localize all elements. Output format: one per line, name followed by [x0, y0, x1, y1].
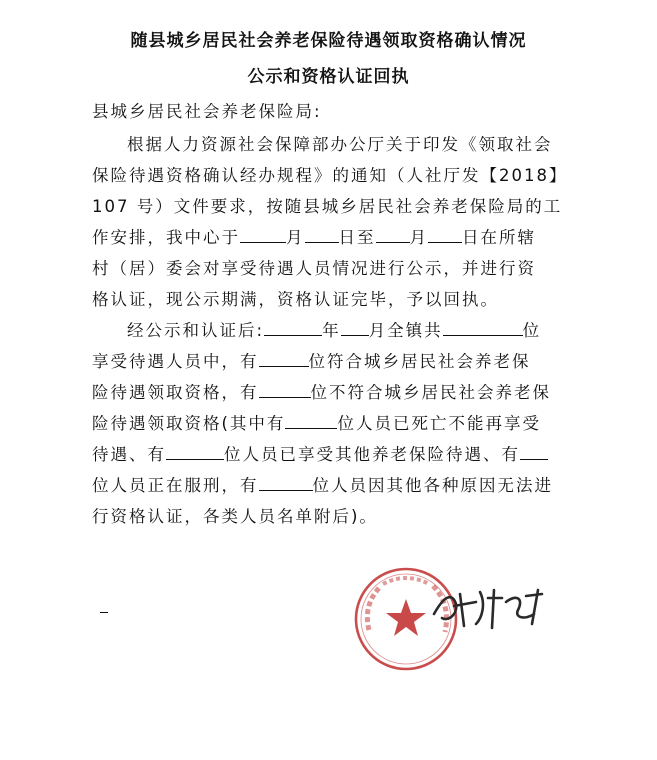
- start-month-value: [240, 242, 286, 243]
- paragraph1-line3: 107 号）文件要求，按随县城乡居民社会养老保险局的工: [92, 197, 563, 216]
- deceased-count-value: [285, 428, 337, 429]
- work-arrangement-text: 作安排，我中心于: [92, 228, 240, 247]
- paragraph2-line3: [92, 383, 551, 403]
- document-subtitle: 公示和资格认证回执: [247, 67, 410, 87]
- signature-row: [100, 593, 108, 611]
- village-organization-name: [100, 593, 108, 613]
- deceased-text: 位人员已死亡不能再享受: [337, 414, 541, 433]
- serving-sentence-count-value: [520, 459, 548, 460]
- end-month-value: [376, 242, 410, 243]
- paragraph1-line2: 保险待遇资格确认经办规程》的通知（人社厅发【2018】: [92, 166, 568, 185]
- after-certification-text: 经公示和认证后:: [127, 321, 265, 340]
- qualification-text: 险待遇领取资格，有: [92, 383, 259, 402]
- treatment-text: 待遇、有: [92, 445, 166, 464]
- serving-sentence-text: 位人员正在服刑，有: [92, 476, 259, 495]
- document-title: 随县城乡居民社会养老保险待遇领取资格确认情况: [130, 31, 527, 51]
- persons-unit: 位: [522, 321, 542, 340]
- year-label: 年: [322, 321, 341, 340]
- other-pension-count-value: [166, 459, 224, 460]
- paragraph2-line7: 行资格认证，各类人员名单附后)。: [92, 507, 378, 526]
- paragraph1-line4: [92, 228, 536, 248]
- town-total-label: 月全镇共: [368, 321, 443, 340]
- beneficiaries-text: 享受待遇人员中，有: [92, 352, 259, 371]
- end-day-value: [428, 242, 462, 243]
- day-to-label: 日至: [338, 228, 376, 247]
- qualified-text: 位符合城乡居民社会养老保: [308, 352, 531, 371]
- day-in-jurisdiction-label: 日在所辖: [462, 228, 536, 247]
- stats-year-value: [264, 335, 322, 336]
- paragraph2-line4: [92, 414, 541, 434]
- paragraph2-line5: [92, 445, 548, 465]
- total-persons-value: [443, 335, 523, 336]
- unqualified-text: 位不符合城乡居民社会养老保: [310, 383, 551, 402]
- other-reasons-count-value: [259, 490, 313, 491]
- paragraph1-line1: 根据人力资源社会保障部办公厅关于印发《领取社会: [127, 135, 553, 154]
- handwritten-signature: [430, 584, 550, 634]
- recipient-line: 县城乡居民社会养老保险局:: [92, 102, 322, 121]
- paragraph2-line6: [92, 476, 553, 496]
- paragraph2-line2: [92, 352, 531, 372]
- qualified-count-value: [259, 366, 309, 367]
- other-reasons-text: 位人员因其他各种原因无法进: [312, 476, 553, 495]
- start-day-value: [305, 242, 339, 243]
- stats-month-value: [341, 335, 369, 336]
- month-label: 月: [286, 228, 305, 247]
- paragraph1-line6: 格认证，现公示期满，资格认证完毕，予以回执。: [92, 290, 499, 309]
- paragraph1-line5: 村（居）委会对享受待遇人员情况进行公示，并进行资: [92, 259, 536, 278]
- month-label: 月: [409, 228, 428, 247]
- paragraph2-line1: [127, 321, 541, 341]
- other-pension-text: 位人员已享受其他养老保险待遇、有: [224, 445, 520, 464]
- qualification-among-text: 险待遇领取资格(其中有: [92, 414, 286, 433]
- unqualified-count-value: [259, 397, 311, 398]
